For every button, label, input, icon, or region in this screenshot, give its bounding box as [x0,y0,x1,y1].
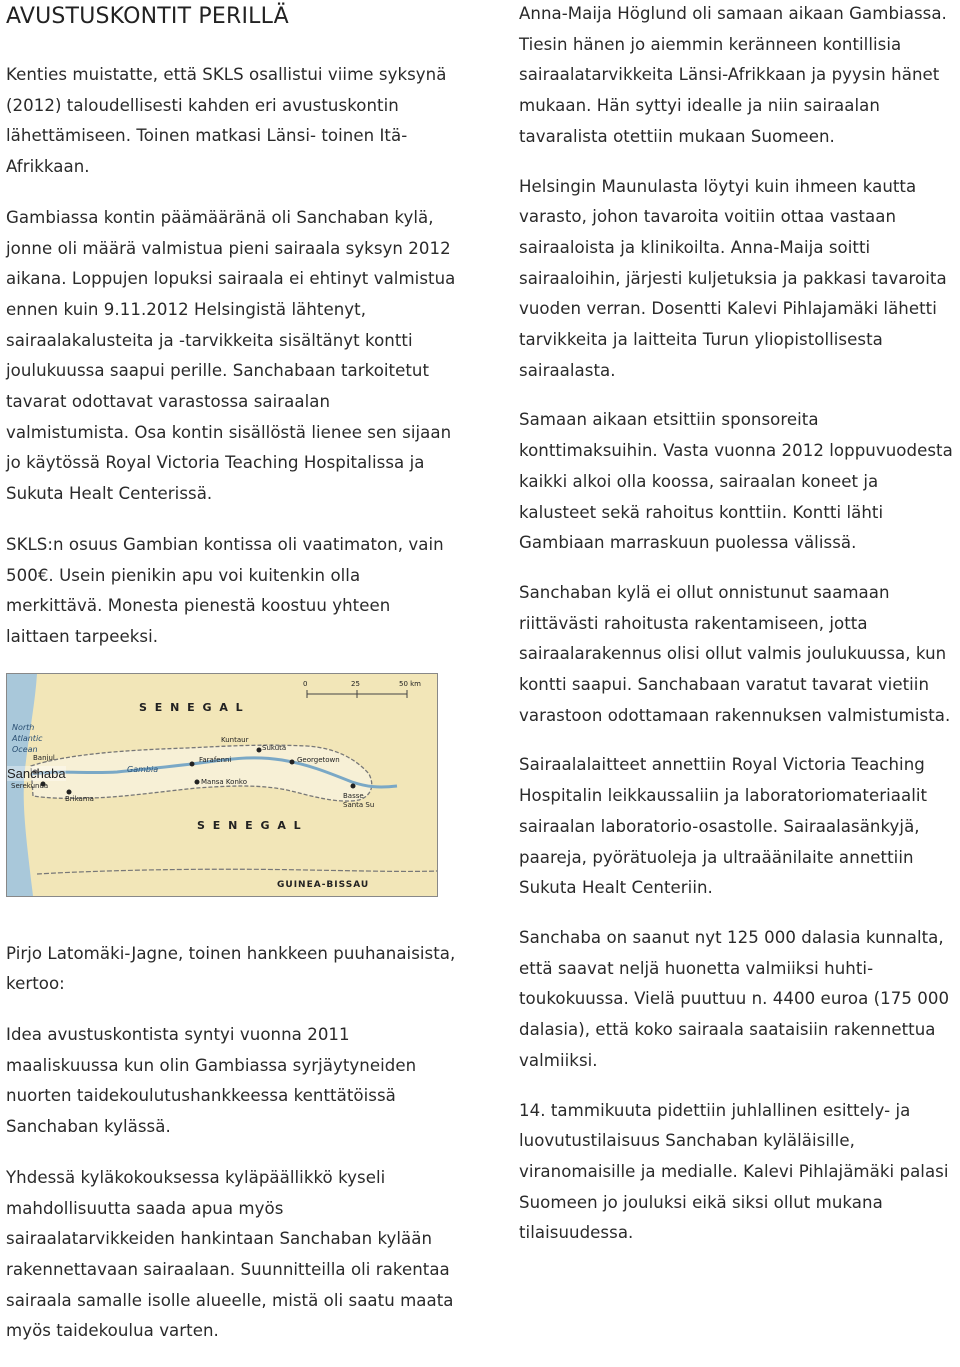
paragraph: 14. tammikuuta pidettiin juhlallinen esittely- ja luovutustilaisuus Sanchaban kyläläisille, viranomaisille ja medialle. Kalevi Pihlajämäki palasi Suomeen jo jouluksi eikä siksi ollut mukana tilaisuudessa. [519,1100,949,1243]
map-label-senegal-north: S E N E G A L [139,700,245,714]
paragraph: Kenties muistatte, että SKLS osallistui viime syksynä (2012) taloudellisesti kahden eri avustuskontin lähettämiseen. Toinen matkasi Länsi- toinen Itä-Afrikkaan. [6,65,447,177]
map-label-ocean: North Atlantic Ocean [12,722,43,754]
left-column [6,0,456,1347]
map-town-georgetown: Georgetown [297,755,340,764]
map-town-banjul: Banjul [33,753,55,762]
map-town-brikama: Brikama [65,794,94,803]
scale-tick-0: 0 [303,679,308,688]
scale-tick-50: 50 km [399,679,422,688]
map-label-river: Gambia [127,764,159,774]
right-column [519,0,959,1249]
paragraph: Anna-Maija Höglund oli samaan aikaan Gambiassa. Tiesin hänen jo aiemmin keränneen kontillisia sairaalatarvikkeita Länsi-Afrikkaan ja pyysin hänet mukaan. Hän syttyi idealle ja niin sairaalan tavaralista otettiin mukaan Suomeen. [519,4,947,146]
paragraph: SKLS:n osuus Gambian kontissa oli vaatimaton, vain 500€. Usein pienikin apu voi kuitenkin olla merkittävä. Monesta pienestä koostuu yhteen laittaen tarpeeksi. [6,534,444,646]
gambia-map-image [6,673,438,897]
paragraph: Sanchaban kylä ei ollut onnistunut saamaan riittävästi rahoitusta rakentamiseen, jotta sairaalarakennus olisi ollut valmis joulukuussa, kun kontti saapui. Sanchabaan varatut tavarat vietiin varastoon odottamaan rakennuksen valmistumista. [519,582,951,725]
paragraph: Yhdessä kyläkokouksessa kyläpäällikkö kyseli mahdollisuutta saada apua myös sairaalatarvikkeiden hankintaan Sanchaban kylään rakennettavaan sairaalaan. Suunnitteilla oli rakentaa sairaala samalle isolle alueelle, mistä oli saatu maata myös taidekoulua varten. [6,1167,454,1341]
map-overlay-sanchaba: Sanchaba [7,765,66,781]
paragraph: Sairaalalaitteet annettiin Royal Victoria Teaching Hospitalin leikkaussaliin ja laboratoriomateriaalit sairaalan laboratorio-osastolle. Sairaalasänkyjä, paareja, pyörätuoleja ja ultraäänilaite annettiin Sukuta Healt Centeriin. [519,755,928,898]
map-town-farafenni: Farafenni [199,755,232,764]
map-town-basse: Basse Santa Su [343,791,375,809]
paragraph: Samaan aikaan etsittiin sponsoreita konttimaksuihin. Vasta vuonna 2012 loppuvuodesta kaikki alkoi olla koossa, sairaalan koneet ja kalusteet sekä rahoitus konttiin. Kontti lähti Gambiaan marraskuun puolessa välissä. [519,410,953,553]
paragraph: Helsingin Maunulasta löytyi kuin ihmeen kautta varasto, johon tavaroita voitiin ottaa vastaan sairaaloista ja klinikoilta. Anna-Maija soitti sairaaloihin, järjesti kuljetuksia ja pakkasi tavaroita vuoden verran. Dosentti Kalevi Pihlajamäki lähetti tarvikkeita ja laitteita Turun yliopistollisesta sairaalasta. [519,176,947,380]
map-town-kuntaur: Kuntaur [221,735,249,744]
paragraph: Sanchaba on saanut nyt 125 000 dalasia kunnalta, että saavat neljä huonetta valmiiksi huhti-toukokuussa. Vielä puuttuu n. 4400 euroa (175 000 dalasia), että koko sairaala saataisiin rakennettua valmiiksi. [519,927,950,1070]
map-town-sukuta: Sukuta [262,743,287,752]
map-label-guinea-bissau: GUINEA-BISSAU [277,879,370,890]
map-town-serekunda: Serekunda [11,781,49,790]
paragraph: Idea avustuskontista syntyi vuonna 2011 maaliskuussa kun olin Gambiassa syrjäytyneiden nuorten taidekoulutushankkeessa kenttätöissä Sanchaban kylässä. [6,1025,417,1137]
article-title: AVUSTUSKONTIT PERILLÄ [6,4,289,29]
paragraph: Pirjo Latomäki-Jagne, toinen hankkeen puuhanaisista, kertoo: [6,943,456,994]
map-label-senegal-south: S E N E G A L [197,818,303,832]
map-town-mansa-konko: Mansa Konko [201,777,247,786]
scale-tick-25: 25 [351,679,360,688]
paragraph: Gambiassa kontin päämääränä oli Sanchaban kylä, jonne oli määrä valmistua pieni sairaala syksyn 2012 aikana. Loppujen lopuksi sairaala ei ehtinyt valmistua ennen kuin 9.11.2012 Helsingistä lähtenyt, sairaalakalusteita ja -tarvikkeita sisältänyt kontti joulukuussa saapui perille. Sanchabaan tarkoitetut tavarat odottavat varastossa sairaalan valmistumista. Osa kontin sisällöstä lienee sen sijaan jo käytössä Royal Victoria Teaching Hospitalissa ja Sukuta Healt Centerissä. [6,207,456,504]
